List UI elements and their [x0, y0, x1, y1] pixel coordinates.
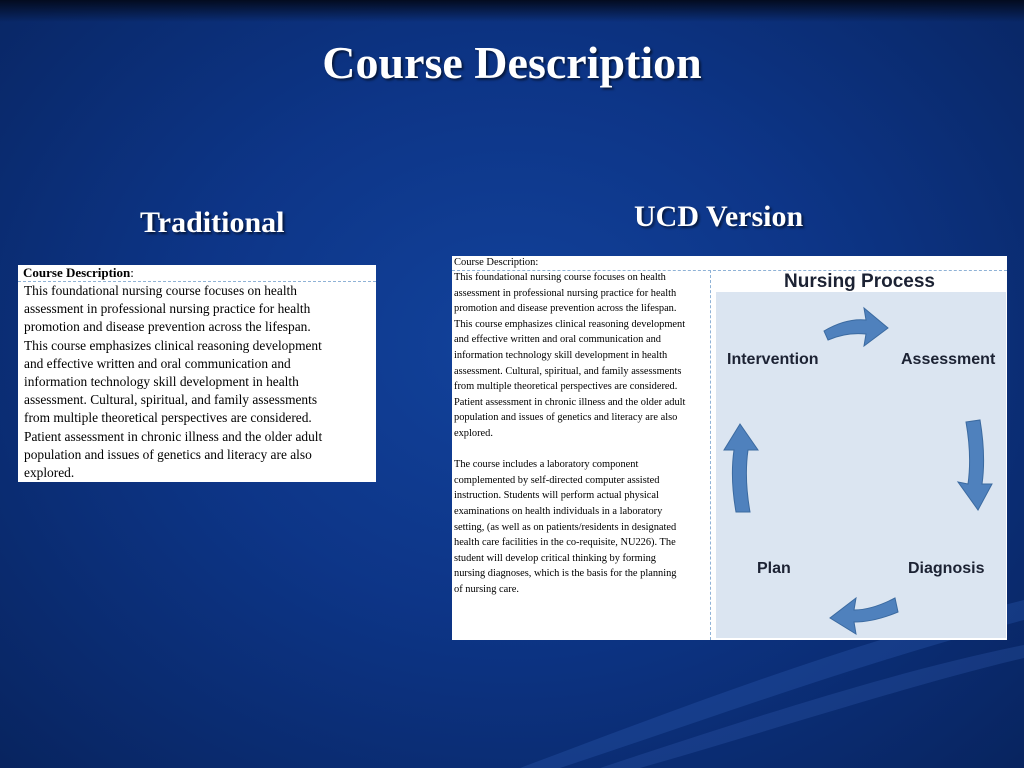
ucd-line: The course includes a laboratory component [454, 459, 639, 471]
step-assessment: Assessment [901, 351, 996, 368]
ucd-line: Patient assessment in chronic illness and the older adult [454, 396, 686, 408]
traditional-body [24, 282, 374, 482]
cycle-arrow-top-icon [814, 296, 899, 356]
ucd-line: of nursing care. [454, 583, 519, 595]
traditional-line: This foundational nursing course focuses on health [24, 283, 297, 298]
cycle-arrow-left-icon [720, 418, 770, 518]
ucd-line: assessment. Cultural, spiritual, and family assessments [454, 365, 682, 377]
step-plan: Plan [757, 560, 791, 577]
ucd-line: complemented by self-directed computer assisted [454, 474, 660, 486]
ucd-line: examinations on health individuals in a laboratory [454, 505, 663, 517]
traditional-line: population and issues of genetics and literacy are also [24, 446, 312, 462]
ucd-line: information technology skill development in health [454, 349, 668, 361]
ucd-label: Course Description: [454, 257, 539, 268]
traditional-line: explored. [24, 465, 75, 481]
cycle-arrow-bottom-icon [820, 576, 905, 636]
ucd-line: from multiple theoretical perspectives are considered. [454, 381, 678, 393]
ucd-line: and effective written and oral communication and [454, 334, 661, 346]
ucd-body [454, 270, 708, 597]
traditional-description-box [18, 265, 376, 482]
traditional-line: information technology skill development in health [24, 374, 299, 390]
ucd-line: nursing diagnoses, which is the basis for the planning [454, 568, 677, 580]
traditional-line: promotion and disease prevention across the lifespan. [24, 319, 311, 335]
paragraph-gap [454, 442, 708, 458]
ucd-description-box [452, 256, 1007, 640]
top-shadow-band [0, 0, 1024, 22]
ucd-line: student will develop critical thinking by forming [454, 552, 657, 564]
traditional-line: This course emphasizes clinical reasoning development [24, 337, 322, 353]
ucd-line: This course emphasizes clinical reasoning development [454, 318, 686, 330]
traditional-label-colon: : [130, 265, 134, 280]
step-diagnosis: Diagnosis [908, 560, 985, 577]
step-intervention: Intervention [727, 351, 819, 368]
ucd-line: promotion and disease prevention across the lifespan. [454, 303, 677, 315]
traditional-heading: Traditional [140, 206, 285, 239]
traditional-line: and effective written and oral communication and [24, 355, 291, 371]
ucd-column-divider [710, 270, 711, 640]
cycle-arrow-right-icon [948, 416, 998, 516]
traditional-line: from multiple theoretical perspectives are considered. [24, 410, 312, 426]
traditional-label [18, 265, 376, 282]
ucd-line: setting, (as well as on patients/residents in designated [454, 521, 677, 533]
traditional-line: Patient assessment in chronic illness and the older adult [24, 428, 323, 444]
nursing-process-title: Nursing Process [784, 271, 935, 292]
ucd-line: assessment in professional nursing practice for health [454, 287, 677, 299]
ucd-line: health care facilities in the co-requisite, NU226). The [454, 537, 676, 549]
ucd-line: explored. [454, 427, 493, 439]
traditional-line: assessment in professional nursing practice for health [24, 301, 311, 317]
traditional-label-text: Course Description [23, 265, 131, 280]
slide-title: Course Description [322, 37, 702, 88]
ucd-line: This foundational nursing course focuses on health [454, 272, 666, 283]
ucd-line: population and issues of genetics and literacy are also [454, 412, 678, 424]
ucd-line: instruction. Students will perform actual physical [454, 490, 659, 502]
ucd-heading: UCD Version [634, 200, 804, 233]
traditional-line: assessment. Cultural, spiritual, and family assessments [24, 392, 318, 408]
